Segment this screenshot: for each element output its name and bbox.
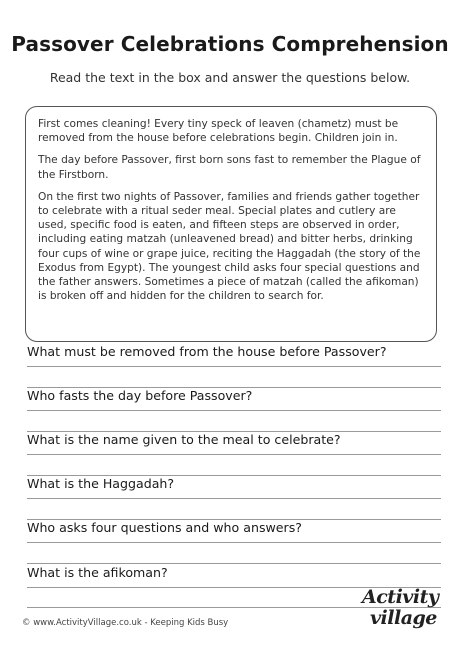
logo-line-2: village (370, 607, 437, 629)
question-2: Who fasts the day before Passover? (27, 388, 253, 403)
copyright-footer: © www.ActivityVillage.co.uk - Keeping Kids Busy (22, 618, 229, 628)
activity-village-logo (362, 586, 442, 636)
answer-line (27, 410, 441, 411)
passage-box (25, 106, 437, 342)
instructions: Read the text in the box and answer the questions below. (49, 70, 411, 85)
logo-line-1: Activity (362, 586, 439, 608)
question-6: What is the afikoman? (27, 565, 168, 580)
answer-line (27, 498, 441, 499)
passage-paragraph-1: First comes cleaning! Every tiny speck of leaven (chametz) must be removed from the house before celebrations begin. Children join in. (38, 118, 399, 145)
question-5: Who asks four questions and who answers? (27, 520, 302, 535)
answer-line (27, 366, 441, 367)
answer-line (27, 454, 441, 455)
question-4: What is the Haggadah? (27, 476, 175, 491)
question-3: What is the name given to the meal to celebrate? (27, 432, 341, 447)
answer-line (27, 542, 441, 543)
answer-line (27, 563, 441, 564)
passage-paragraph-2: The day before Passover, first born sons fast to remember the Plague of the Firstborn. (38, 154, 421, 181)
passage-paragraph-3: On the first two nights of Passover, families and friends gather together to celebrate with a ritual seder meal. Special plates and cutlery are used, specific food is eaten, and fifteen steps are observed in order, including eating matzah (unleavened bread) and bitter herbs, drinking four cups of wine or grape juice, reciting the Haggadah (the story of the Exodus from Egypt). The youngest child asks four special questions and the father answers. Sometimes a piece of matzah (called the afikoman) is broken off and hidden for the children to search for. (38, 190, 421, 303)
question-1: What must be removed from the house before Passover? (27, 344, 387, 359)
worksheet-title: Passover Celebrations Comprehension (11, 32, 449, 56)
